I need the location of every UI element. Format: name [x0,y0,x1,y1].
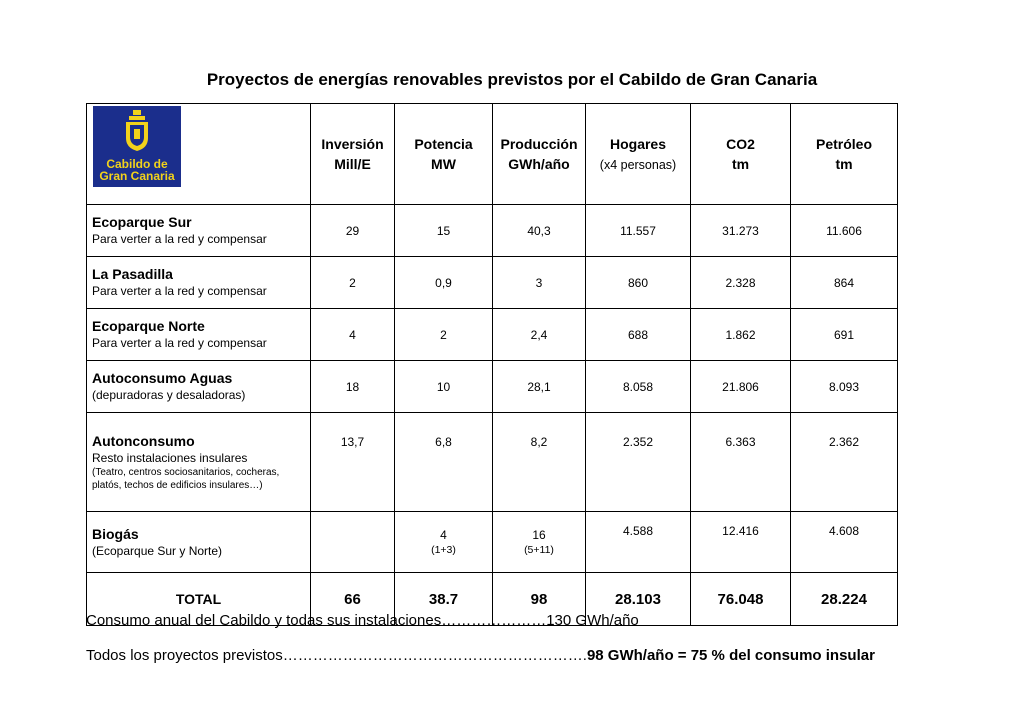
table-cell: 2 [311,257,395,309]
projects-summary-note [86,647,875,664]
table-cell: 2.328 [691,257,791,309]
table-cell: 11.606 [791,205,898,257]
table-cell: 2.362 [791,413,898,512]
total-cell: 76.048 [691,573,791,626]
table-cell: 18 [311,361,395,413]
table-cell: 13,7 [311,413,395,512]
table-cell: 15 [395,205,493,257]
energy-projects-table [86,103,898,626]
table-cell: 2,4 [493,309,586,361]
table-cell: 11.557 [586,205,691,257]
coat-of-arms-icon [123,110,151,152]
table-cell: 688 [586,309,691,361]
col-inversion-header: Inversión Mill/E [311,104,395,205]
table-cell: 8.093 [791,361,898,413]
table-cell: 29 [311,205,395,257]
table-cell: 864 [791,257,898,309]
table-cell: 3 [493,257,586,309]
row-label: Autoconsumo Aguas (depuradoras y desaladoras) [87,361,311,413]
row-label: La Pasadilla Para verter a la red y compensar [87,257,311,309]
col-co2-header: CO2 tm [691,104,791,205]
table-cell: 4.588 [586,512,691,573]
table-cell: 16 (5+11) [493,512,586,573]
col-hogares-header: Hogares (x4 personas) [586,104,691,205]
table-cell: 28,1 [493,361,586,413]
table-cell: 2 [395,309,493,361]
col-petroleo-header: Petróleo tm [791,104,898,205]
table-cell: 8,2 [493,413,586,512]
logo-line-2: Gran Canaria [99,169,175,183]
row-label: Biogás (Ecoparque Sur y Norte) [87,512,311,573]
logo-line-1: Cabildo de [106,157,168,171]
table-cell: 10 [395,361,493,413]
table-row [87,257,898,309]
table-cell [311,512,395,573]
header-row [87,104,898,205]
col-produccion-header: Producción GWh/año [493,104,586,205]
row-label: Ecoparque Sur Para verter a la red y compensar [87,205,311,257]
logo-cell [87,104,311,205]
table-cell: 4 (1+3) [395,512,493,573]
table-cell: 4 [311,309,395,361]
summary-highlight: 98 GWh/año = 75 % del consumo insular [586,647,875,664]
table-row [87,309,898,361]
total-label: TOTAL [87,573,311,626]
total-cell: 98 [493,573,586,626]
cabildo-logo [93,106,181,187]
table-cell: 1.862 [691,309,791,361]
table-cell: 0,9 [395,257,493,309]
annual-consumption-note: Consumo anual del Cabildo y todas sus instalaciones…………………130 GWh/año [86,612,639,629]
table-cell: 6,8 [395,413,493,512]
col-potencia-header: Potencia MW [395,104,493,205]
total-cell: 28.103 [586,573,691,626]
total-cell: 38.7 [395,573,493,626]
table-cell: 6.363 [691,413,791,512]
row-label: Autonconsumo Resto instalaciones insulares (Teatro, centros sociosanitarios, cocheras, platós, techos de edificios insulares…) [87,413,311,512]
table-cell: 4.608 [791,512,898,573]
table-cell: 40,3 [493,205,586,257]
table-row [87,512,898,573]
table-cell: 12.416 [691,512,791,573]
table-row [87,361,898,413]
table-cell: 31.273 [691,205,791,257]
total-cell: 66 [311,573,395,626]
table-cell: 2.352 [586,413,691,512]
page-title: Proyectos de energías renovables previstos por el Cabildo de Gran Canaria [206,70,818,89]
summary-prefix: Todos los proyectos previstos……………………………………………………. [86,647,587,664]
table-cell: 8.058 [586,361,691,413]
table-row [87,205,898,257]
table-cell: 21.806 [691,361,791,413]
table-cell: 860 [586,257,691,309]
table-row [87,413,898,512]
row-label: Ecoparque Norte Para verter a la red y compensar [87,309,311,361]
table-cell: 691 [791,309,898,361]
total-cell: 28.224 [791,573,898,626]
